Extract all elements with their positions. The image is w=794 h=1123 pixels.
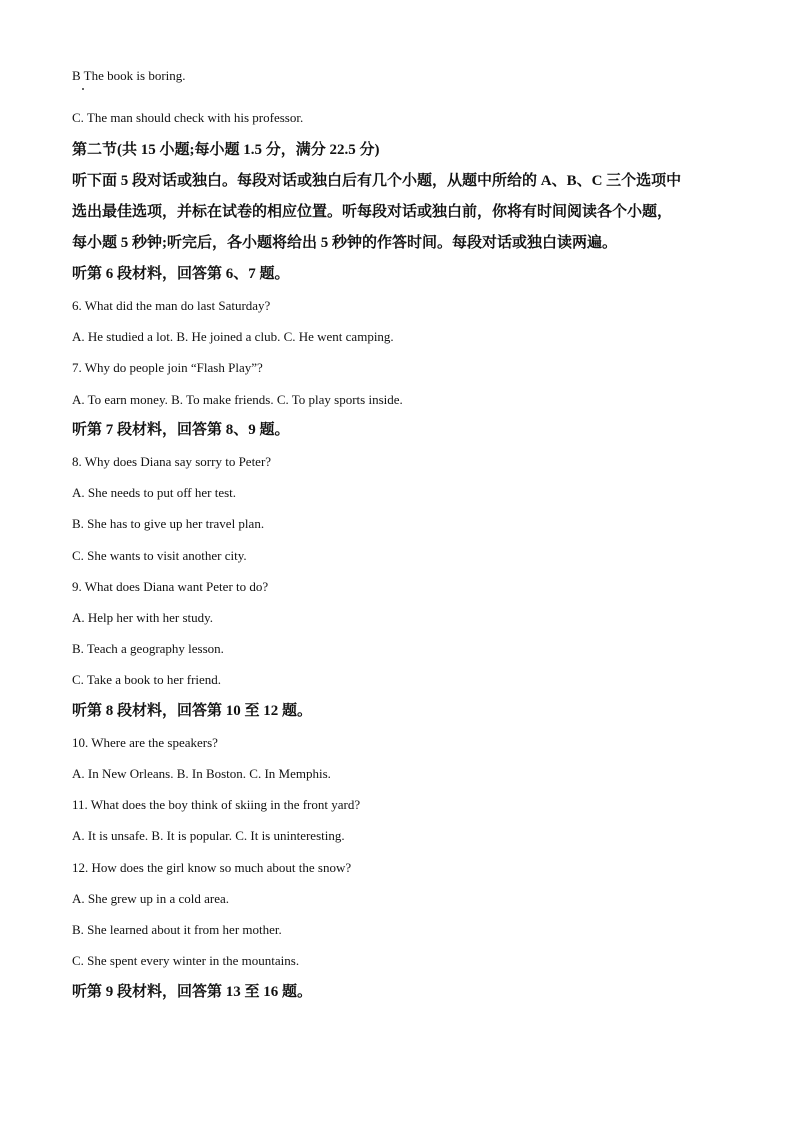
question-8-option-a: A. She needs to put off her test. bbox=[72, 485, 237, 500]
material-8-heading: 听第 8 段材料，回答第 10 至 12 题。 bbox=[72, 703, 313, 719]
section-heading: 第二节(共 15 小题;每小题 1.5 分，满分 22.5 分) bbox=[72, 142, 380, 158]
instructions-line-1: 听下面 5 段对话或独白。每段对话或独白后有几个小题，从题中所给的 A、B、C 三个选项中 bbox=[72, 173, 682, 189]
question-10: 10. Where are the speakers? bbox=[72, 735, 218, 750]
instructions-line-3: 每小题 5 秒钟;听完后，各小题将给出 5 秒钟的作答时间。每段对话或独白读两遍。 bbox=[72, 235, 617, 251]
question-10-options: A. In New Orleans. B. In Boston. C. In Memphis. bbox=[72, 766, 331, 781]
question-12-option-b: B. She learned about it from her mother. bbox=[72, 922, 282, 937]
material-7-heading: 听第 7 段材料，回答第 8、9 题。 bbox=[72, 422, 290, 438]
question-8-option-b: B. She has to give up her travel plan. bbox=[72, 516, 265, 531]
question-9-option-a: A. Help her with her study. bbox=[72, 610, 214, 625]
material-6-heading: 听第 6 段材料，回答第 6、7 题。 bbox=[72, 266, 290, 282]
question-11: 11. What does the boy think of skiing in the front yard? bbox=[72, 797, 361, 812]
question-12-option-a: A. She grew up in a cold area. bbox=[72, 891, 230, 906]
question-7: 7. Why do people join “Flash Play”? bbox=[72, 360, 263, 375]
question-12: 12. How does the girl know so much about the snow? bbox=[72, 860, 352, 875]
question-9-option-b: B. Teach a geography lesson. bbox=[72, 641, 224, 656]
question-9-option-c: C. Take a book to her friend. bbox=[72, 672, 222, 687]
question-6: 6. What did the man do last Saturday? bbox=[72, 298, 271, 313]
question-6-options: A. He studied a lot. B. He joined a club. C. He went camping. bbox=[72, 329, 394, 344]
option-b-q5: B The book is boring. bbox=[72, 68, 186, 83]
material-9-heading: 听第 9 段材料，回答第 13 至 16 题。 bbox=[72, 984, 313, 1000]
option-c-q5: C. The man should check with his professor. bbox=[72, 110, 304, 125]
question-8: 8. Why does Diana say sorry to Peter? bbox=[72, 454, 272, 469]
stray-dot-mark bbox=[82, 88, 84, 90]
question-11-options: A. It is unsafe. B. It is popular. C. It is uninteresting. bbox=[72, 828, 345, 843]
question-9: 9. What does Diana want Peter to do? bbox=[72, 579, 269, 594]
question-7-options: A. To earn money. B. To make friends. C. To play sports inside. bbox=[72, 392, 403, 407]
instructions-line-2: 选出最佳选项，并标在试卷的相应位置。听每段对话或独白前，你将有时间阅读各个小题， bbox=[72, 204, 673, 220]
question-8-option-c: C. She wants to visit another city. bbox=[72, 548, 247, 563]
question-12-option-c: C. She spent every winter in the mountains. bbox=[72, 953, 300, 968]
